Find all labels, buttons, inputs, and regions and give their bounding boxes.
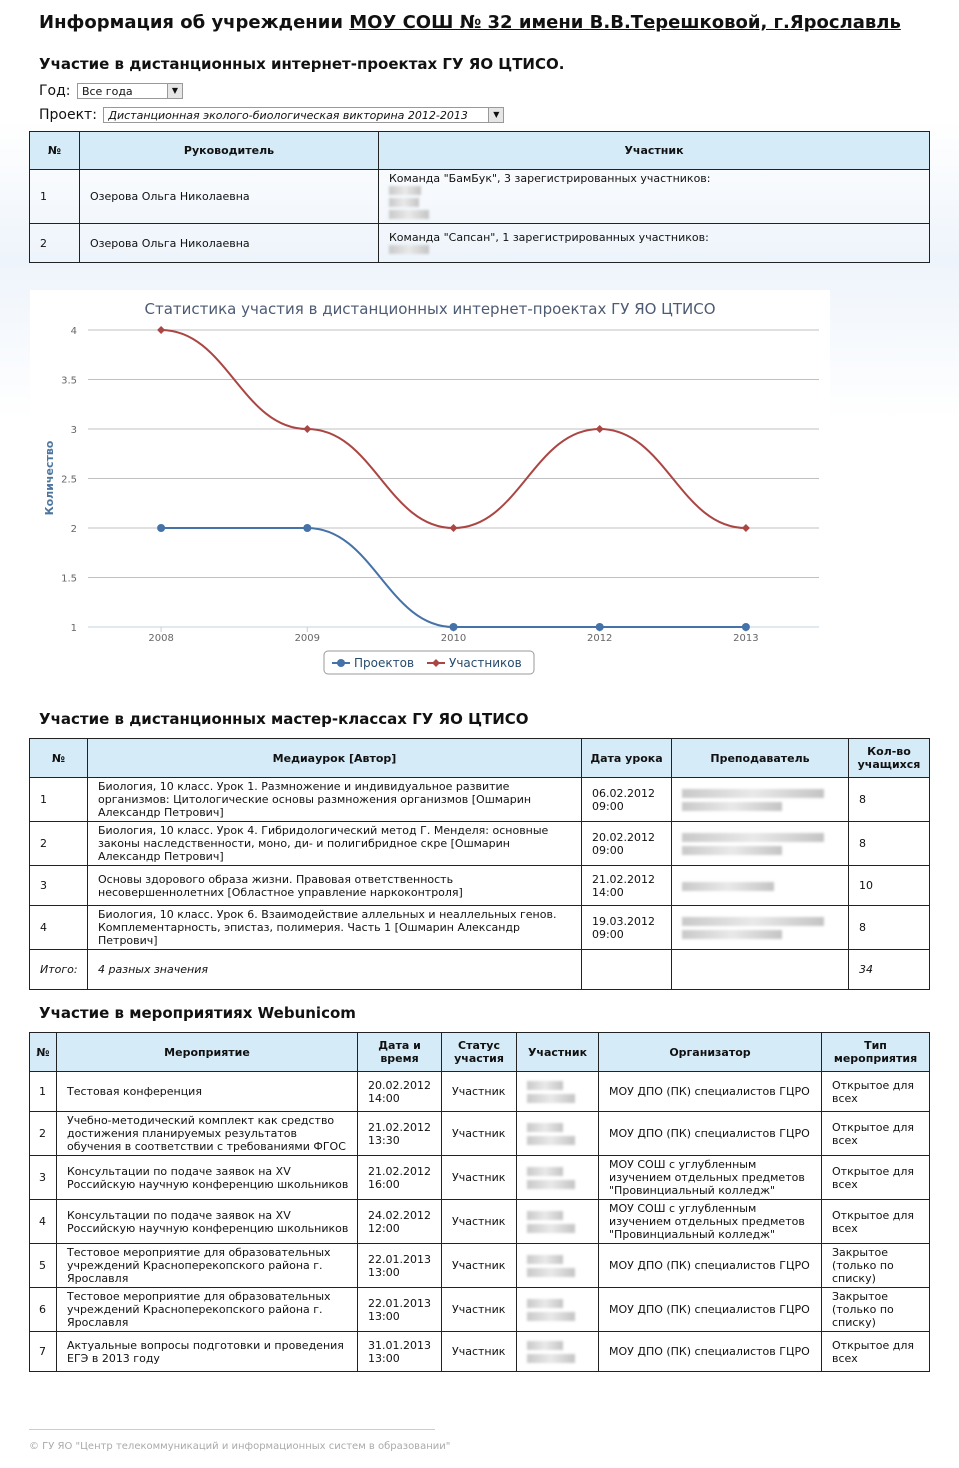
participant-cell [379, 170, 930, 224]
chevron-down-icon: ▼ [488, 108, 503, 122]
lesson-date [582, 866, 672, 906]
event-title: Консультации по подаче заявок на XV Российскую научную конференцию школьников [57, 1200, 358, 1244]
event-title: Актуальные вопросы подготовки и проведения ЕГЭ в 2013 году [57, 1332, 358, 1372]
year-select-value: Все года [81, 85, 133, 98]
blurred-name [527, 1167, 563, 1176]
row-number: 4 [30, 906, 88, 950]
row-number: 2 [30, 224, 80, 263]
data-point [157, 326, 165, 334]
student-count: 8 [849, 822, 930, 866]
lesson-date [582, 822, 672, 866]
column-header: Кол-во учащихся [849, 739, 930, 778]
project-filter [39, 107, 504, 123]
time-value: 13:30 [368, 1133, 400, 1147]
lesson-date [582, 778, 672, 822]
blurred-name [527, 1123, 563, 1132]
column-header: Дата урока [582, 739, 672, 778]
row-number: 1 [30, 778, 88, 822]
x-tick-label: 2012 [586, 633, 613, 644]
column-header: Мероприятие [57, 1033, 358, 1072]
event-type: Открытое для всех [822, 1200, 930, 1244]
organizer: МОУ ДПО (ПК) специалистов ГЦРО [599, 1112, 822, 1156]
table-row [30, 866, 930, 906]
participant-cell [379, 224, 930, 263]
y-tick-label: 3 [70, 425, 77, 436]
column-header: Преподаватель [672, 739, 849, 778]
time-value: 14:00 [592, 885, 624, 899]
column-header: Дата и время [358, 1033, 442, 1072]
date-value: 22.01.2013 [368, 1252, 431, 1266]
table-row [30, 1112, 930, 1156]
table-row [30, 1332, 930, 1372]
blurred-names [389, 185, 923, 221]
project-label: Проект: [39, 107, 97, 123]
participant-cell [517, 1288, 599, 1332]
blurred-name [389, 186, 421, 195]
blurred-name [682, 882, 774, 891]
participation-status: Участник [442, 1244, 517, 1288]
date-value: 21.02.2012 [368, 1164, 431, 1178]
column-header: Участник [517, 1033, 599, 1072]
date-value: 31.01.2013 [368, 1338, 431, 1352]
column-header: Статус участия [442, 1033, 517, 1072]
chart-legend [324, 651, 534, 674]
table-header-row [30, 739, 930, 778]
time-value: 13:00 [368, 1351, 400, 1365]
organizer: МОУ ДПО (ПК) специалистов ГЦРО [599, 1288, 822, 1332]
column-header: № [30, 739, 88, 778]
participation-status: Участник [442, 1332, 517, 1372]
column-header: № [30, 1033, 57, 1072]
blurred-name [682, 930, 782, 939]
row-number: 4 [30, 1200, 57, 1244]
date-value: 21.02.2012 [368, 1120, 431, 1134]
event-title: Тестовое мероприятие для образовательных учреждений Красноперекопского района г. Ярославля [57, 1288, 358, 1332]
row-number: 3 [30, 1156, 57, 1200]
date-value: 19.03.2012 [592, 914, 655, 928]
lesson-date [582, 906, 672, 950]
lesson-title: Биология, 10 класс. Урок 6. Взаимодействие аллельных и неаллельных генов. Комплементарность, эпистаз, полимерия. Часть 1 [Ошмарин Александр Петрович] [88, 906, 582, 950]
table-header-row [30, 1033, 930, 1072]
date-value: 22.01.2013 [368, 1296, 431, 1310]
date-value: 20.02.2012 [368, 1078, 431, 1092]
event-title: Консультации по подаче заявок на XV Российскую научную конференцию школьников [57, 1156, 358, 1200]
table-row [30, 822, 930, 866]
chart-title: Статистика участия в дистанционных интернет-проектах ГУ ЯО ЦТИСО [144, 300, 716, 318]
event-datetime [358, 1200, 442, 1244]
event-title: Учебно-методический комплект как средство достижения планируемых результатов обучения в соответствии с требованиями ФГОС [57, 1112, 358, 1156]
project-select[interactable] [103, 107, 504, 123]
table-row [30, 1244, 930, 1288]
participation-status: Участник [442, 1112, 517, 1156]
table-row [30, 224, 930, 263]
organizer: МОУ СОШ с углубленным изучением отдельных предметов "Провинциальный колледж" [599, 1200, 822, 1244]
teacher-cell [672, 866, 849, 906]
organizer: МОУ СОШ с углубленным изучением отдельных предметов "Провинциальный колледж" [599, 1156, 822, 1200]
data-point [157, 524, 165, 532]
event-type: Открытое для всех [822, 1112, 930, 1156]
student-count: 8 [849, 906, 930, 950]
table-row [30, 1288, 930, 1332]
blurred-name [682, 833, 824, 842]
event-title: Тестовое мероприятие для образовательных учреждений Красноперекопского района г. Ярославля [57, 1244, 358, 1288]
blurred-name [527, 1255, 563, 1264]
blurred-name [527, 1341, 563, 1350]
y-tick-label: 1.5 [61, 573, 77, 585]
teacher-cell [672, 778, 849, 822]
teacher-cell [672, 822, 849, 866]
event-datetime [358, 1072, 442, 1112]
row-number: 6 [30, 1288, 57, 1332]
institution-link[interactable]: МОУ СОШ № 32 имени В.В.Терешковой, г.Ярославль [349, 12, 901, 33]
event-type: Закрытое (только по списку) [822, 1244, 930, 1288]
event-type: Открытое для всех [822, 1332, 930, 1372]
table-total-row [30, 950, 930, 990]
participation-status: Участник [442, 1200, 517, 1244]
total-lessons: 4 разных значения [88, 950, 582, 990]
blurred-name [682, 802, 782, 811]
event-type: Открытое для всех [822, 1156, 930, 1200]
teacher-cell [672, 906, 849, 950]
lesson-title: Биология, 10 класс. Урок 4. Гибридологический метод Г. Менделя: основные законы наследственности, моно, ди- и полигибридное скре [Ошмарин Александр Петрович] [88, 822, 582, 866]
leader-name: Озерова Ольга Николаевна [80, 224, 379, 263]
time-value: 16:00 [368, 1177, 400, 1191]
blurred-names [389, 244, 923, 256]
blurred-name [682, 846, 782, 855]
date-value: 06.02.2012 [592, 786, 655, 800]
blurred-name [682, 789, 824, 798]
y-tick-label: 3.5 [61, 375, 77, 387]
data-point [450, 623, 458, 631]
column-header: Руководитель [80, 132, 379, 170]
event-datetime [358, 1332, 442, 1372]
event-type: Закрытое (только по списку) [822, 1288, 930, 1332]
statistics-chart [30, 290, 830, 682]
student-count: 8 [849, 778, 930, 822]
chart-grid [61, 326, 819, 644]
participant-cell [517, 1156, 599, 1200]
data-point [450, 524, 458, 532]
year-label: Год: [39, 83, 71, 99]
chevron-down-icon: ▼ [167, 84, 182, 98]
table-row [30, 906, 930, 950]
organizer: МОУ ДПО (ПК) специалистов ГЦРО [599, 1072, 822, 1112]
y-tick-label: 2.5 [61, 474, 77, 486]
event-datetime [358, 1288, 442, 1332]
time-value: 13:00 [368, 1265, 400, 1279]
table-header-row [30, 132, 930, 170]
legend-label-participants[interactable]: Участников [449, 656, 522, 670]
participant-team: Команда "Сапсан", 1 зарегистрированных участников: [389, 230, 709, 244]
event-type: Открытое для всех [822, 1072, 930, 1112]
table-row [30, 778, 930, 822]
footer-divider [29, 1429, 435, 1430]
x-tick-label: 2013 [733, 633, 759, 644]
x-tick-label: 2009 [294, 633, 321, 644]
lesson-title: Основы здорового образа жизни. Правовая ответственность несовершеннолетних [Областное управление наркоконтроля] [88, 866, 582, 906]
column-header: Медиаурок [Автор] [88, 739, 582, 778]
year-filter [39, 83, 183, 99]
organizer: МОУ ДПО (ПК) специалистов ГЦРО [599, 1244, 822, 1288]
time-value: 09:00 [592, 927, 624, 941]
participation-status: Участник [442, 1072, 517, 1112]
participant-cell [517, 1244, 599, 1288]
blurred-name [527, 1136, 575, 1145]
event-title: Тестовая конференция [57, 1072, 358, 1112]
participant-cell [517, 1200, 599, 1244]
data-point [303, 425, 311, 433]
blurred-name [527, 1312, 575, 1321]
data-point [596, 425, 604, 433]
webunicom-rows [30, 1072, 930, 1372]
blurred-name [527, 1094, 575, 1103]
blurred-name [527, 1299, 563, 1308]
date-value: 24.02.2012 [368, 1208, 431, 1222]
organizer: МОУ ДПО (ПК) специалистов ГЦРО [599, 1332, 822, 1372]
table-row [30, 170, 930, 224]
legend-label-projects[interactable]: Проектов [354, 656, 415, 670]
participant-cell [517, 1332, 599, 1372]
date-value: 21.02.2012 [592, 872, 655, 886]
row-number: 1 [30, 170, 80, 224]
total-count: 34 [849, 950, 930, 990]
empty-cell [672, 950, 849, 990]
page-title-prefix: Информация об учреждении [39, 12, 350, 33]
time-value: 12:00 [368, 1221, 400, 1235]
blurred-name [682, 917, 824, 926]
blurred-name [527, 1081, 563, 1090]
column-header: Организатор [599, 1033, 822, 1072]
leader-name: Озерова Ольга Николаевна [80, 170, 379, 224]
blurred-name [527, 1211, 563, 1220]
row-number: 2 [30, 822, 88, 866]
student-count: 10 [849, 866, 930, 906]
total-label: Итого: [30, 950, 88, 990]
participation-status: Участник [442, 1156, 517, 1200]
participant-cell [517, 1112, 599, 1156]
page-title [39, 12, 901, 33]
data-point [742, 524, 750, 532]
footer-copyright: © ГУ ЯО "Центр телекоммуникаций и информационных систем в образовании" [29, 1441, 451, 1452]
date-value: 20.02.2012 [592, 830, 655, 844]
data-point [742, 623, 750, 631]
event-datetime [358, 1112, 442, 1156]
blurred-name [527, 1354, 575, 1363]
table-row [30, 1200, 930, 1244]
data-point [596, 623, 604, 631]
data-point [303, 524, 311, 532]
blurred-name [389, 245, 429, 254]
webunicom-section-title: Участие в мероприятиях Webunicom [39, 1004, 356, 1022]
x-tick-label: 2008 [148, 633, 174, 644]
blurred-name [527, 1180, 575, 1189]
row-number: 3 [30, 866, 88, 906]
table-row [30, 1072, 930, 1112]
blurred-name [527, 1268, 575, 1277]
project-select-value: Дистанционная эколого-биологическая викторина 2012-2013 [108, 109, 468, 122]
empty-cell [582, 950, 672, 990]
event-datetime [358, 1156, 442, 1200]
time-value: 09:00 [592, 799, 624, 813]
row-number: 7 [30, 1332, 57, 1372]
masterclasses-section-title: Участие в дистанционных мастер-классах ГУ ЯО ЦТИСО [39, 710, 529, 728]
row-number: 1 [30, 1072, 57, 1112]
event-datetime [358, 1244, 442, 1288]
participant-team: Команда "БамБук", 3 зарегистрированных участников: [389, 171, 711, 185]
column-header: Участник [379, 132, 930, 170]
projects-table [29, 131, 930, 263]
time-value: 13:00 [368, 1309, 400, 1323]
participation-status: Участник [442, 1288, 517, 1332]
x-tick-label: 2010 [440, 633, 467, 644]
row-number: 2 [30, 1112, 57, 1156]
chart-svg [30, 290, 830, 682]
column-header: Тип мероприятия [822, 1033, 930, 1072]
masterclasses-table [29, 738, 930, 990]
y-tick-label: 2 [70, 524, 77, 535]
table-row [30, 1156, 930, 1200]
time-value: 14:00 [368, 1091, 400, 1105]
legend-marker-projects [337, 659, 345, 667]
y-tick-label: 1 [70, 623, 77, 634]
y-axis-label: Количество [43, 440, 56, 516]
column-header: № [30, 132, 80, 170]
time-value: 09:00 [592, 843, 624, 857]
blurred-name [527, 1224, 575, 1233]
year-select[interactable] [77, 83, 183, 99]
y-tick-label: 4 [70, 326, 77, 337]
blurred-name [389, 210, 429, 219]
participant-cell [517, 1072, 599, 1112]
row-number: 5 [30, 1244, 57, 1288]
blurred-name [389, 198, 419, 207]
webunicom-table [29, 1032, 930, 1372]
projects-section-title: Участие в дистанционных интернет-проектах ГУ ЯО ЦТИСО. [39, 55, 565, 73]
lesson-title: Биология, 10 класс. Урок 1. Размножение и индивидуальное развитие организмов: Цитологические основы размножения организмов [Ошмарин Александр Петрович] [88, 778, 582, 822]
